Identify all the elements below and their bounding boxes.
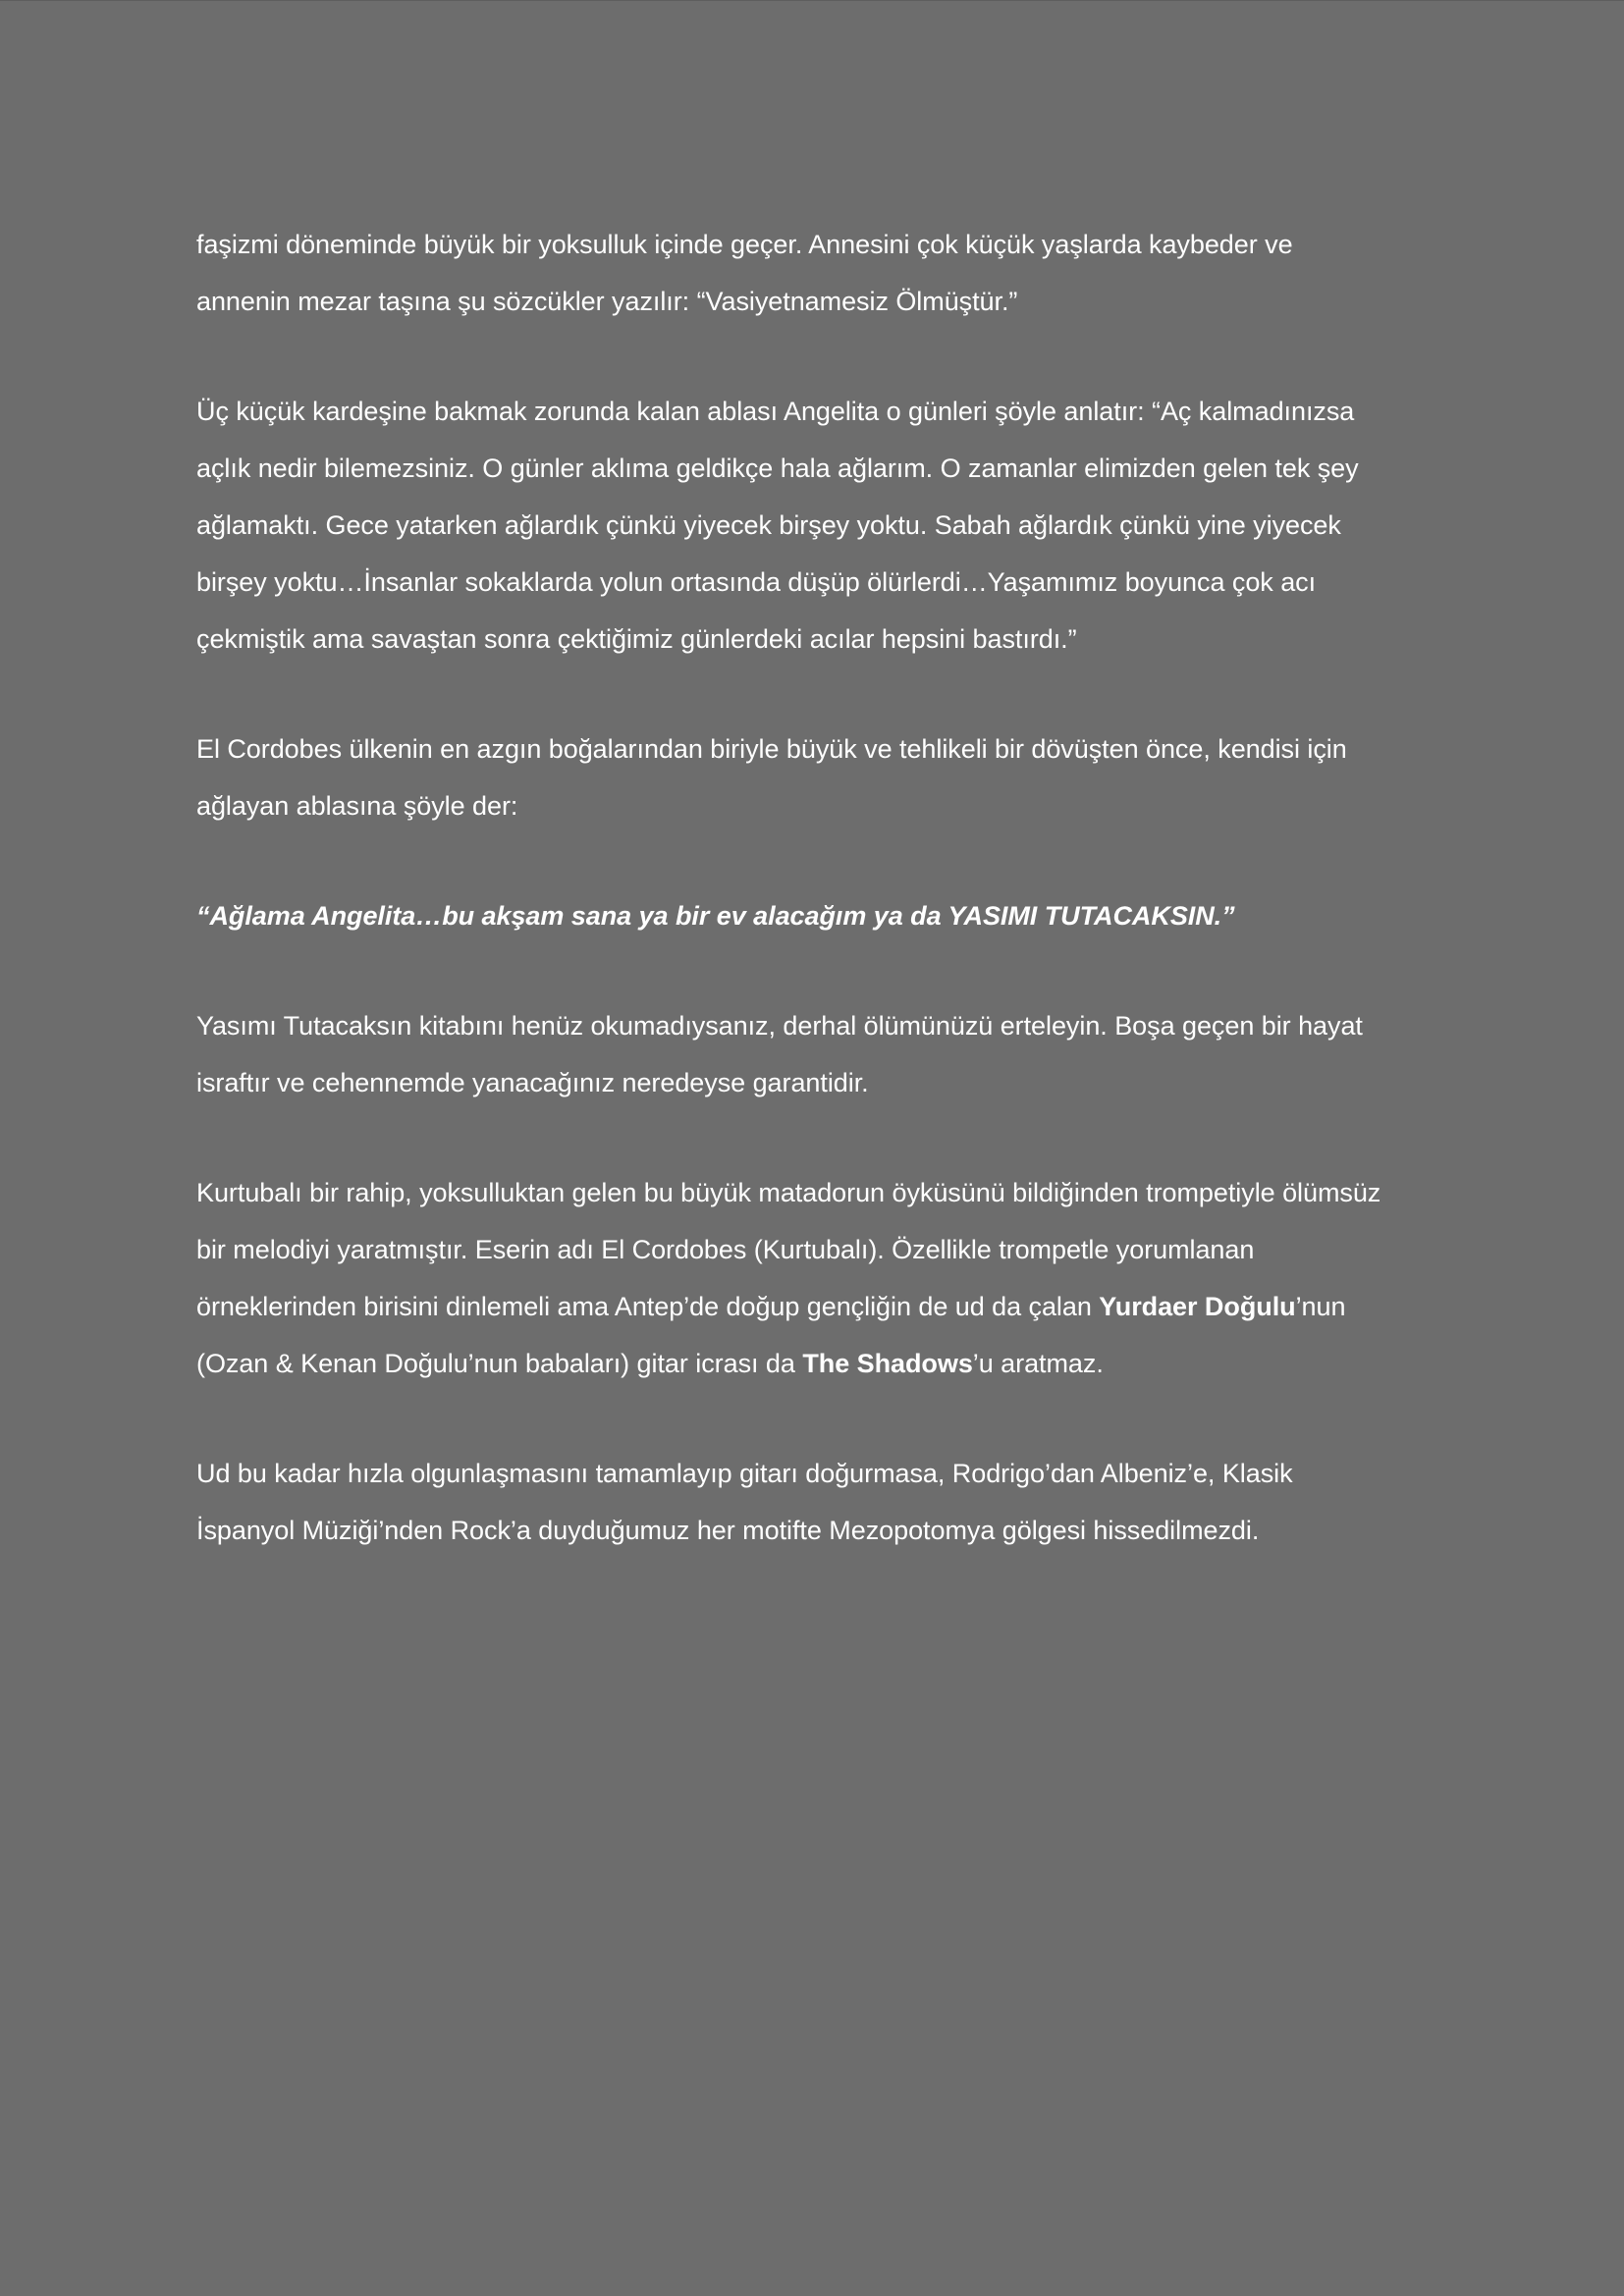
text-line: birşey yoktu…İnsanlar sokaklarda yolun ortasında düşüp ölürlerdi…Yaşamımız boyunca çok acı (196, 567, 1317, 597)
paragraph (196, 1164, 1443, 1392)
text-line (196, 1335, 1443, 1392)
text-line: faşizmi döneminde büyük bir yoksulluk içinde geçer. Annesini çok küçük yaşlarda kaybeder ve (196, 230, 1293, 259)
text-line: El Cordobes ülkenin en azgın boğalarından biriyle büyük ve tehlikeli bir dövüşten önce, kendisi için (196, 734, 1347, 764)
quote-line: “Ağlama Angelita…bu akşam sana ya bir ev alacağım ya da YASIMI TUTACAKSIN.” (196, 901, 1235, 931)
paragraph (196, 1445, 1443, 1559)
paragraph (196, 383, 1443, 667)
text-line: ağlayan ablasına şöyle der: (196, 791, 518, 821)
text-segment: örneklerinden birisini dinlemeli ama Antep’de doğup gençliğin de ud da çalan (196, 1292, 1100, 1321)
paragraph (196, 216, 1443, 330)
text-line: açlık nedir bilemezsiniz. O günler aklıma geldikçe hala ağlarım. O zamanlar elimizden gelen tek şey (196, 454, 1359, 483)
text-line: Üç küçük kardeşine bakmak zorunda kalan ablası Angelita o günleri şöyle anlatır: “Aç kalmadınızsa (196, 397, 1355, 426)
bold-name-yurdaer-dogulu: Yurdaer Doğulu (1099, 1292, 1296, 1321)
text-segment: (Ozan & Kenan Doğulu’nun babaları) gitar icrası da (196, 1349, 803, 1378)
text-line: ağlamaktı. Gece yatarken ağlardık çünkü yiyecek birşey yoktu. Sabah ağlardık çünkü yine yiyecek (196, 510, 1341, 540)
text-segment: ’nun (1295, 1292, 1346, 1321)
text-line: İspanyol Müziği’nden Rock’a duyduğumuz her motifte Mezopotomya gölgesi hissedilmezdi. (196, 1516, 1260, 1545)
paragraph (196, 997, 1443, 1111)
text-line: bir melodiyi yaratmıştır. Eserin adı El Cordobes (Kurtubalı). Özellikle trompetle yorumlanan (196, 1235, 1255, 1264)
document-body (196, 216, 1443, 1612)
bold-italic-quote (196, 887, 1443, 944)
text-line: Kurtubalı bir rahip, yoksulluktan gelen bu büyük matadorun öyküsünü bildiğinden trompetiyle ölümsüz (196, 1178, 1381, 1207)
paragraph (196, 721, 1443, 834)
text-line: israftır ve cehennemde yanacağınız neredeyse garantidir. (196, 1068, 869, 1097)
text-line: annenin mezar taşına şu sözcükler yazılır: “Vasiyetnamesiz Ölmüştür.” (196, 287, 1018, 316)
text-line: çekmiştik ama savaştan sonra çektiğimiz günlerdeki acılar hepsini bastırdı.” (196, 624, 1077, 654)
text-segment: ’u aratmaz. (972, 1349, 1104, 1378)
bold-name-the-shadows: The Shadows (802, 1349, 973, 1378)
text-line (196, 1278, 1443, 1335)
text-line: Ud bu kadar hızla olgunlaşmasını tamamlayıp gitarı doğurmasa, Rodrigo’dan Albeniz’e, Klasik (196, 1459, 1293, 1488)
text-line: Yasımı Tutacaksın kitabını henüz okumadıysanız, derhal ölümünüzü erteleyin. Boşa geçen bir hayat (196, 1011, 1363, 1041)
